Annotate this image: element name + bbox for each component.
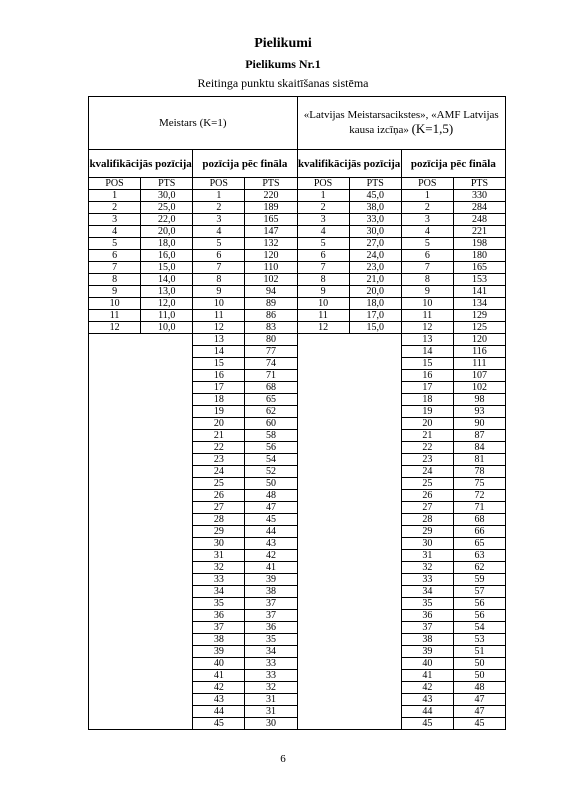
champ-final-pts-cell: 134 xyxy=(453,298,505,310)
master-final-pts-cell: 42 xyxy=(245,550,297,562)
master-qual-pts-cell: 11,0 xyxy=(141,310,193,322)
master-qual-pos-cell: 8 xyxy=(89,274,141,286)
master-final-pts-cell: 48 xyxy=(245,490,297,502)
champ-final-pts-cell: 180 xyxy=(453,250,505,262)
champ-final-pos-cell: 14 xyxy=(401,346,453,358)
champ-final-pts-cell: 56 xyxy=(453,610,505,622)
champ-final-pts-cell: 59 xyxy=(453,574,505,586)
champ-final-pos-cell: 1 xyxy=(401,190,453,202)
champ-final-pts-cell: 198 xyxy=(453,238,505,250)
champ-qual-pts-cell: 30,0 xyxy=(349,226,401,238)
champ-final-pos-cell: 36 xyxy=(401,610,453,622)
group-header-championship xyxy=(297,97,506,150)
master-final-pos-cell: 28 xyxy=(193,514,245,526)
master-final-pts-cell: 44 xyxy=(245,526,297,538)
table-row xyxy=(89,202,506,214)
champ-qual-pos-cell: 10 xyxy=(297,298,349,310)
master-final-pos-cell: 39 xyxy=(193,646,245,658)
group-header-championship-label: «Latvijas Meistarsacikstes», «AMF Latvijas kausa izcīņa» xyxy=(303,109,499,136)
champ-final-pts-cell: 56 xyxy=(453,598,505,610)
master-qual-pos-cell: 4 xyxy=(89,226,141,238)
master-final-pos-cell: 3 xyxy=(193,214,245,226)
champ-qual-pts-cell: 15,0 xyxy=(349,322,401,334)
champ-final-pos-cell: 29 xyxy=(401,526,453,538)
master-final-pos-cell: 18 xyxy=(193,394,245,406)
master-final-pos-cell: 30 xyxy=(193,538,245,550)
master-final-pts-cell: 31 xyxy=(245,694,297,706)
master-final-pos-cell: 31 xyxy=(193,550,245,562)
blank-cell xyxy=(89,334,193,730)
master-qual-pos-cell: 10 xyxy=(89,298,141,310)
champ-final-pos-cell: 39 xyxy=(401,646,453,658)
champ-final-pos-cell: 13 xyxy=(401,334,453,346)
champ-qual-pts-cell: 24,0 xyxy=(349,250,401,262)
champ-final-pos-cell: 40 xyxy=(401,658,453,670)
points-table xyxy=(88,96,506,730)
table-row xyxy=(89,262,506,274)
master-final-pts-cell: 83 xyxy=(245,322,297,334)
champ-final-pos-cell: 32 xyxy=(401,562,453,574)
subheader-final-right: pozīcija pēc fināla xyxy=(401,150,505,178)
master-qual-pos-cell: 7 xyxy=(89,262,141,274)
champ-qual-pts-cell: 20,0 xyxy=(349,286,401,298)
table-row xyxy=(89,298,506,310)
champ-final-pts-cell: 57 xyxy=(453,586,505,598)
col-header-pos: POS xyxy=(401,178,453,190)
champ-qual-pos-cell: 3 xyxy=(297,214,349,226)
table-row xyxy=(89,334,506,346)
master-final-pos-cell: 4 xyxy=(193,226,245,238)
champ-final-pts-cell: 125 xyxy=(453,322,505,334)
champ-final-pos-cell: 5 xyxy=(401,238,453,250)
master-final-pos-cell: 16 xyxy=(193,370,245,382)
champ-final-pts-cell: 116 xyxy=(453,346,505,358)
master-final-pts-cell: 56 xyxy=(245,442,297,454)
master-final-pts-cell: 80 xyxy=(245,334,297,346)
champ-final-pos-cell: 6 xyxy=(401,250,453,262)
champ-qual-pos-cell: 9 xyxy=(297,286,349,298)
champ-final-pts-cell: 93 xyxy=(453,406,505,418)
master-final-pts-cell: 32 xyxy=(245,682,297,694)
master-qual-pos-cell: 12 xyxy=(89,322,141,334)
champ-final-pts-cell: 66 xyxy=(453,526,505,538)
champ-final-pos-cell: 24 xyxy=(401,466,453,478)
table-caption: Reitinga punktu skaitīšanas sistēma xyxy=(197,76,369,90)
master-final-pts-cell: 58 xyxy=(245,430,297,442)
page-subheading: Pielikums Nr.1 xyxy=(245,57,321,71)
champ-qual-pos-cell: 12 xyxy=(297,322,349,334)
champ-qual-pts-cell: 17,0 xyxy=(349,310,401,322)
master-qual-pts-cell: 30,0 xyxy=(141,190,193,202)
master-final-pts-cell: 165 xyxy=(245,214,297,226)
table-row xyxy=(89,250,506,262)
champ-final-pos-cell: 8 xyxy=(401,274,453,286)
champ-final-pts-cell: 84 xyxy=(453,442,505,454)
master-final-pos-cell: 25 xyxy=(193,478,245,490)
master-final-pos-cell: 17 xyxy=(193,382,245,394)
master-final-pos-cell: 24 xyxy=(193,466,245,478)
master-final-pts-cell: 62 xyxy=(245,406,297,418)
master-final-pos-cell: 1 xyxy=(193,190,245,202)
master-final-pos-cell: 37 xyxy=(193,622,245,634)
champ-qual-pts-cell: 27,0 xyxy=(349,238,401,250)
champ-final-pts-cell: 62 xyxy=(453,562,505,574)
champ-final-pos-cell: 20 xyxy=(401,418,453,430)
master-final-pts-cell: 132 xyxy=(245,238,297,250)
master-final-pos-cell: 10 xyxy=(193,298,245,310)
master-qual-pos-cell: 11 xyxy=(89,310,141,322)
master-final-pos-cell: 13 xyxy=(193,334,245,346)
master-qual-pos-cell: 2 xyxy=(89,202,141,214)
master-final-pts-cell: 35 xyxy=(245,634,297,646)
champ-qual-pos-cell: 4 xyxy=(297,226,349,238)
master-final-pts-cell: 86 xyxy=(245,310,297,322)
table-row xyxy=(89,310,506,322)
champ-final-pts-cell: 120 xyxy=(453,334,505,346)
champ-final-pts-cell: 221 xyxy=(453,226,505,238)
col-header-pts: PTS xyxy=(245,178,297,190)
champ-qual-pts-cell: 18,0 xyxy=(349,298,401,310)
col-header-pts: PTS xyxy=(453,178,505,190)
table-row xyxy=(89,238,506,250)
master-final-pos-cell: 19 xyxy=(193,406,245,418)
col-header-pos: POS xyxy=(297,178,349,190)
master-final-pts-cell: 102 xyxy=(245,274,297,286)
champ-final-pts-cell: 330 xyxy=(453,190,505,202)
master-final-pts-cell: 45 xyxy=(245,514,297,526)
champ-final-pts-cell: 153 xyxy=(453,274,505,286)
champ-final-pts-cell: 78 xyxy=(453,466,505,478)
master-final-pts-cell: 36 xyxy=(245,622,297,634)
champ-final-pos-cell: 35 xyxy=(401,598,453,610)
champ-final-pts-cell: 47 xyxy=(453,694,505,706)
champ-final-pts-cell: 68 xyxy=(453,514,505,526)
master-final-pts-cell: 43 xyxy=(245,538,297,550)
master-final-pos-cell: 14 xyxy=(193,346,245,358)
master-final-pos-cell: 22 xyxy=(193,442,245,454)
champ-final-pos-cell: 16 xyxy=(401,370,453,382)
champ-final-pos-cell: 17 xyxy=(401,382,453,394)
champ-final-pts-cell: 141 xyxy=(453,286,505,298)
master-final-pts-cell: 47 xyxy=(245,502,297,514)
master-final-pts-cell: 77 xyxy=(245,346,297,358)
champ-final-pts-cell: 48 xyxy=(453,682,505,694)
col-header-pts: PTS xyxy=(141,178,193,190)
master-final-pts-cell: 31 xyxy=(245,706,297,718)
master-final-pts-cell: 60 xyxy=(245,418,297,430)
champ-final-pts-cell: 98 xyxy=(453,394,505,406)
champ-final-pos-cell: 11 xyxy=(401,310,453,322)
master-final-pts-cell: 65 xyxy=(245,394,297,406)
champ-final-pts-cell: 248 xyxy=(453,214,505,226)
champ-final-pos-cell: 41 xyxy=(401,670,453,682)
champ-qual-pos-cell: 5 xyxy=(297,238,349,250)
champ-final-pos-cell: 44 xyxy=(401,706,453,718)
champ-final-pos-cell: 42 xyxy=(401,682,453,694)
champ-final-pos-cell: 38 xyxy=(401,634,453,646)
master-qual-pts-cell: 20,0 xyxy=(141,226,193,238)
champ-final-pts-cell: 53 xyxy=(453,634,505,646)
table-row xyxy=(89,274,506,286)
page-number: 6 xyxy=(280,753,286,765)
champ-final-pos-cell: 15 xyxy=(401,358,453,370)
master-final-pts-cell: 68 xyxy=(245,382,297,394)
champ-qual-pts-cell: 45,0 xyxy=(349,190,401,202)
master-qual-pts-cell: 22,0 xyxy=(141,214,193,226)
champ-final-pts-cell: 129 xyxy=(453,310,505,322)
master-final-pos-cell: 6 xyxy=(193,250,245,262)
champ-qual-pts-cell: 23,0 xyxy=(349,262,401,274)
champ-final-pts-cell: 111 xyxy=(453,358,505,370)
champ-final-pos-cell: 2 xyxy=(401,202,453,214)
master-qual-pos-cell: 3 xyxy=(89,214,141,226)
champ-qual-pos-cell: 1 xyxy=(297,190,349,202)
master-final-pos-cell: 44 xyxy=(193,706,245,718)
master-final-pts-cell: 50 xyxy=(245,478,297,490)
champ-final-pos-cell: 45 xyxy=(401,718,453,730)
master-final-pos-cell: 23 xyxy=(193,454,245,466)
champ-final-pts-cell: 81 xyxy=(453,454,505,466)
champ-final-pos-cell: 37 xyxy=(401,622,453,634)
champ-final-pts-cell: 72 xyxy=(453,490,505,502)
master-final-pos-cell: 21 xyxy=(193,430,245,442)
master-final-pts-cell: 30 xyxy=(245,718,297,730)
master-qual-pts-cell: 10,0 xyxy=(141,322,193,334)
champ-final-pts-cell: 71 xyxy=(453,502,505,514)
champ-final-pos-cell: 12 xyxy=(401,322,453,334)
champ-final-pos-cell: 10 xyxy=(401,298,453,310)
champ-final-pos-cell: 22 xyxy=(401,442,453,454)
master-final-pos-cell: 33 xyxy=(193,574,245,586)
master-final-pts-cell: 38 xyxy=(245,586,297,598)
champ-final-pts-cell: 50 xyxy=(453,670,505,682)
master-final-pts-cell: 189 xyxy=(245,202,297,214)
master-final-pos-cell: 12 xyxy=(193,322,245,334)
champ-final-pts-cell: 90 xyxy=(453,418,505,430)
master-final-pos-cell: 2 xyxy=(193,202,245,214)
master-final-pts-cell: 220 xyxy=(245,190,297,202)
master-final-pos-cell: 36 xyxy=(193,610,245,622)
champ-final-pos-cell: 21 xyxy=(401,430,453,442)
champ-final-pos-cell: 27 xyxy=(401,502,453,514)
champ-final-pts-cell: 45 xyxy=(453,718,505,730)
table-row xyxy=(89,226,506,238)
master-qual-pts-cell: 12,0 xyxy=(141,298,193,310)
champ-qual-pos-cell: 6 xyxy=(297,250,349,262)
champ-final-pos-cell: 43 xyxy=(401,694,453,706)
champ-qual-pts-cell: 33,0 xyxy=(349,214,401,226)
master-qual-pts-cell: 15,0 xyxy=(141,262,193,274)
master-final-pts-cell: 110 xyxy=(245,262,297,274)
master-qual-pos-cell: 9 xyxy=(89,286,141,298)
blank-cell xyxy=(297,334,401,730)
master-final-pos-cell: 42 xyxy=(193,682,245,694)
subheader-final-left: pozīcija pēc fināla xyxy=(193,150,297,178)
subheader-qual-right: kvalifikācijās pozīcija xyxy=(297,150,401,178)
champ-final-pts-cell: 65 xyxy=(453,538,505,550)
master-qual-pos-cell: 5 xyxy=(89,238,141,250)
champ-final-pos-cell: 19 xyxy=(401,406,453,418)
group-header-championship-k: (K=1,5) xyxy=(411,121,454,136)
master-final-pts-cell: 41 xyxy=(245,562,297,574)
master-final-pts-cell: 89 xyxy=(245,298,297,310)
master-final-pts-cell: 147 xyxy=(245,226,297,238)
champ-qual-pts-cell: 38,0 xyxy=(349,202,401,214)
master-final-pos-cell: 11 xyxy=(193,310,245,322)
champ-final-pts-cell: 54 xyxy=(453,622,505,634)
subheader-qual-left: kvalifikācijās pozīcija xyxy=(89,150,193,178)
master-final-pos-cell: 43 xyxy=(193,694,245,706)
master-final-pos-cell: 7 xyxy=(193,262,245,274)
champ-final-pos-cell: 4 xyxy=(401,226,453,238)
col-header-pos: POS xyxy=(193,178,245,190)
champ-final-pts-cell: 87 xyxy=(453,430,505,442)
champ-final-pts-cell: 165 xyxy=(453,262,505,274)
group-header-master: Meistars (K=1) xyxy=(89,97,298,150)
master-final-pos-cell: 27 xyxy=(193,502,245,514)
champ-final-pts-cell: 75 xyxy=(453,478,505,490)
master-final-pos-cell: 26 xyxy=(193,490,245,502)
table-row xyxy=(89,214,506,226)
master-qual-pos-cell: 6 xyxy=(89,250,141,262)
master-qual-pts-cell: 25,0 xyxy=(141,202,193,214)
master-final-pos-cell: 32 xyxy=(193,562,245,574)
champ-final-pts-cell: 51 xyxy=(453,646,505,658)
master-final-pts-cell: 37 xyxy=(245,610,297,622)
page-heading: Pielikumi xyxy=(254,36,312,51)
champ-final-pos-cell: 23 xyxy=(401,454,453,466)
champ-final-pos-cell: 9 xyxy=(401,286,453,298)
col-header-pts: PTS xyxy=(349,178,401,190)
master-final-pos-cell: 38 xyxy=(193,634,245,646)
col-header-pos: POS xyxy=(89,178,141,190)
master-qual-pts-cell: 13,0 xyxy=(141,286,193,298)
champ-final-pos-cell: 30 xyxy=(401,538,453,550)
champ-qual-pos-cell: 11 xyxy=(297,310,349,322)
master-final-pos-cell: 20 xyxy=(193,418,245,430)
master-qual-pts-cell: 14,0 xyxy=(141,274,193,286)
champ-final-pos-cell: 31 xyxy=(401,550,453,562)
champ-final-pts-cell: 102 xyxy=(453,382,505,394)
master-final-pts-cell: 120 xyxy=(245,250,297,262)
champ-final-pos-cell: 33 xyxy=(401,574,453,586)
master-final-pos-cell: 41 xyxy=(193,670,245,682)
master-qual-pts-cell: 16,0 xyxy=(141,250,193,262)
champ-final-pos-cell: 25 xyxy=(401,478,453,490)
table-row xyxy=(89,322,506,334)
master-final-pts-cell: 34 xyxy=(245,646,297,658)
master-final-pts-cell: 37 xyxy=(245,598,297,610)
champ-qual-pts-cell: 21,0 xyxy=(349,274,401,286)
master-qual-pos-cell: 1 xyxy=(89,190,141,202)
champ-qual-pos-cell: 8 xyxy=(297,274,349,286)
champ-final-pos-cell: 26 xyxy=(401,490,453,502)
master-final-pos-cell: 9 xyxy=(193,286,245,298)
champ-final-pts-cell: 63 xyxy=(453,550,505,562)
champ-final-pts-cell: 284 xyxy=(453,202,505,214)
master-final-pos-cell: 8 xyxy=(193,274,245,286)
master-final-pts-cell: 94 xyxy=(245,286,297,298)
champ-final-pts-cell: 50 xyxy=(453,658,505,670)
master-final-pts-cell: 39 xyxy=(245,574,297,586)
table-row xyxy=(89,286,506,298)
champ-qual-pos-cell: 2 xyxy=(297,202,349,214)
champ-final-pos-cell: 7 xyxy=(401,262,453,274)
master-final-pts-cell: 54 xyxy=(245,454,297,466)
master-final-pos-cell: 15 xyxy=(193,358,245,370)
master-final-pts-cell: 33 xyxy=(245,670,297,682)
master-final-pts-cell: 71 xyxy=(245,370,297,382)
master-final-pos-cell: 29 xyxy=(193,526,245,538)
master-final-pts-cell: 74 xyxy=(245,358,297,370)
master-final-pts-cell: 52 xyxy=(245,466,297,478)
master-final-pos-cell: 5 xyxy=(193,238,245,250)
master-qual-pts-cell: 18,0 xyxy=(141,238,193,250)
master-final-pos-cell: 45 xyxy=(193,718,245,730)
master-final-pts-cell: 33 xyxy=(245,658,297,670)
champ-final-pos-cell: 34 xyxy=(401,586,453,598)
master-final-pos-cell: 34 xyxy=(193,586,245,598)
champ-final-pos-cell: 28 xyxy=(401,514,453,526)
champ-final-pos-cell: 18 xyxy=(401,394,453,406)
champ-qual-pos-cell: 7 xyxy=(297,262,349,274)
table-row xyxy=(89,190,506,202)
master-final-pos-cell: 35 xyxy=(193,598,245,610)
master-final-pos-cell: 40 xyxy=(193,658,245,670)
champ-final-pos-cell: 3 xyxy=(401,214,453,226)
champ-final-pts-cell: 107 xyxy=(453,370,505,382)
champ-final-pts-cell: 47 xyxy=(453,706,505,718)
